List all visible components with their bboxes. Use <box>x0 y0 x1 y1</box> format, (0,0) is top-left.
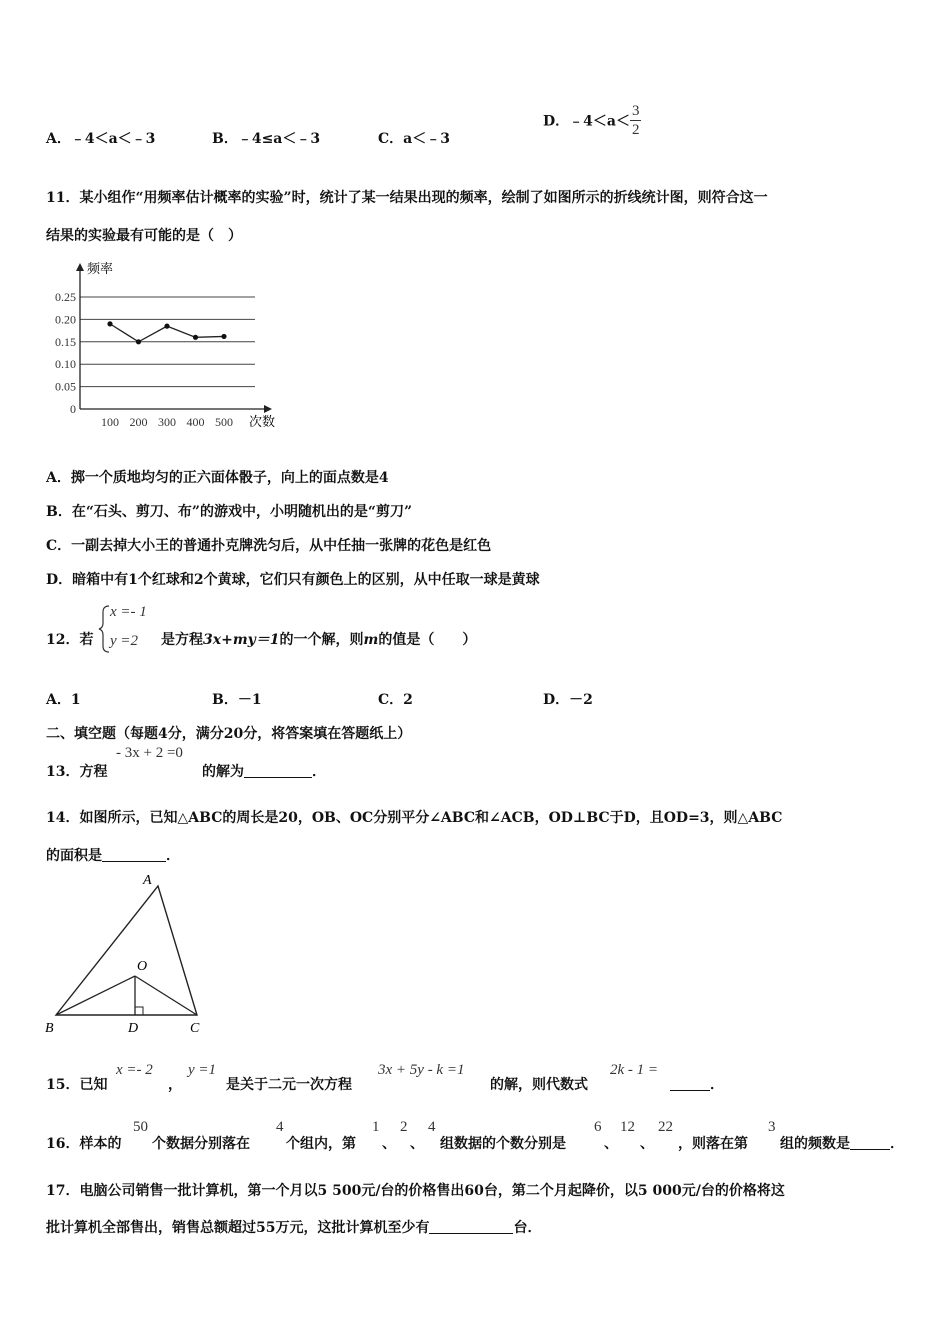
q12-option-c: C．2 <box>378 692 413 708</box>
q15-y-value: y =1 <box>188 1062 217 1078</box>
q15-x-value: x =- 2 <box>116 1062 153 1078</box>
label-d: D <box>128 1021 139 1036</box>
q16-text-4: ，则落在第 <box>678 1136 748 1152</box>
chart-series <box>107 321 226 344</box>
answer-blank[interactable] <box>850 1135 890 1150</box>
chart-axes <box>76 263 272 413</box>
q16-group-2: 2 <box>400 1119 408 1135</box>
chart-grid <box>80 297 255 387</box>
x-tick-label: 100 <box>101 415 119 429</box>
q12-option-d: D．－2 <box>543 692 593 708</box>
q16-count-2: 12 <box>620 1119 635 1135</box>
q15-comma: ， <box>168 1077 182 1093</box>
data-point <box>193 335 198 340</box>
fraction-numerator: 3 <box>631 103 640 119</box>
q10-option-d-fraction <box>630 102 642 139</box>
y-tick-label: 0.05 <box>55 379 76 394</box>
q16-sep-4: 、 <box>640 1136 654 1152</box>
label-o: O <box>137 959 148 974</box>
q16-prefix: 16．样本的 <box>46 1136 122 1152</box>
q13-prefix: 13．方程 <box>46 764 108 780</box>
q14-stem-line1: 14．如图所示，已知△ABC的周长是20，OB、OC分别平分∠ABC和∠ACB，OD⊥BC于D，且OD=3，则△ABC <box>46 810 783 826</box>
q16-sep-2: 、 <box>410 1136 424 1152</box>
data-point <box>221 334 226 339</box>
y-tick-label: 0.10 <box>55 357 76 372</box>
q13-stem-end: ． <box>312 764 326 780</box>
q17-stem-line2-pre: 批计算机全部售出，销售总额超过55万元，这批计算机至少有 <box>46 1220 430 1236</box>
fraction-denominator: 2 <box>631 122 640 138</box>
x-tick-label: 300 <box>158 415 176 429</box>
q11-option-a: A．掷一个质地均匀的正六面体骰子，向上的面点数是4 <box>46 470 389 486</box>
q11-option-b: B．在“石头、剪刀、布”的游戏中，小明随机出的是“剪刀” <box>46 504 413 520</box>
q16-text-5: 组的频数是 <box>780 1136 850 1152</box>
answer-blank[interactable] <box>429 1219 513 1234</box>
q12-number: 12．若 <box>46 632 94 648</box>
triangle-figure <box>40 868 215 1038</box>
q16-count-1: 6 <box>594 1119 602 1135</box>
q12-equation: 3x+my＝1 <box>203 632 280 648</box>
label-b: B <box>45 1021 54 1036</box>
label-a: A <box>143 873 152 888</box>
q12-system-x: x =- 1 <box>110 604 147 620</box>
y-tick-label: 0 <box>70 402 76 416</box>
q10-option-d <box>543 102 641 139</box>
y-axis-arrow-icon <box>76 263 84 271</box>
q17-stem-line2 <box>46 1217 541 1237</box>
q15-stem-after: 的解，则代数式 <box>490 1077 588 1093</box>
q12-system-y: y =2 <box>110 633 139 649</box>
q10-option-b: B．﹣4≤a＜﹣3 <box>212 131 321 147</box>
data-point <box>107 321 112 326</box>
triangle-abc <box>56 886 197 1015</box>
q15-equation: 3x + 5y - k =1 <box>378 1062 465 1078</box>
x-tick-label: 500 <box>215 415 233 429</box>
q12-stem-end: 的值是（ ） <box>378 632 477 648</box>
q13-equation: - 3x + 2 =0 <box>116 745 183 761</box>
q17-stem-line2-end: 台． <box>513 1220 542 1236</box>
q12-stem-after: 的一个解，则 <box>279 632 364 648</box>
q16-sample-size: 50 <box>133 1119 148 1135</box>
q16-group-count: 4 <box>276 1119 284 1135</box>
q16-sep-1: 、 <box>382 1136 396 1152</box>
frequency-line-chart <box>40 255 290 435</box>
right-angle-mark <box>135 1007 143 1015</box>
q15-stem-mid: 是关于二元一次方程 <box>226 1077 352 1093</box>
q12-variable: m <box>363 632 379 648</box>
q12-stem-mid: 是方程 <box>161 632 203 648</box>
q10-option-d-prefix: D．﹣4＜a＜ <box>543 113 630 130</box>
q11-stem-line1: 11．某小组作“用频率估计概率的实验”时，统计了某一结果出现的频率，绘制了如图所示的折线统计图，则符合这一 <box>46 190 768 206</box>
section-heading-fill-in: 二、填空题（每题4分，满分20分，将答案填在答题纸上） <box>46 726 412 742</box>
q14-stem-line2 <box>46 845 180 865</box>
label-c: C <box>190 1021 200 1036</box>
q13-stem-post: 的解为 <box>202 764 244 780</box>
q17-stem-line1: 17．电脑公司销售一批计算机，第一个月以5 500元/台的价格售出60台，第二个月起降价，以5 000元/台的价格将这 <box>46 1183 785 1199</box>
data-point <box>136 339 141 344</box>
q16-count-3: 22 <box>658 1119 673 1135</box>
q15-answer <box>670 1074 724 1094</box>
data-point <box>164 324 169 329</box>
x-tick-label: 400 <box>186 415 205 429</box>
q16-text-1: 个数据分别落在 <box>152 1136 250 1152</box>
q11-stem-line2: 结果的实验最有可能的是（ ） <box>46 228 242 244</box>
q16-group-3: 3 <box>768 1119 776 1135</box>
chart-xlabel: 次数 <box>249 414 276 429</box>
q15-stem-end: ． <box>710 1077 724 1093</box>
y-tick-label: 0.15 <box>55 334 76 349</box>
segment-ob <box>56 976 135 1015</box>
x-tick-label: 200 <box>129 415 148 429</box>
q16-stem-end: ． <box>890 1136 904 1152</box>
x-axis-arrow-icon <box>264 405 272 413</box>
y-tick-label: 0.20 <box>55 312 76 327</box>
q12-option-b: B．－1 <box>212 692 262 708</box>
q16-text-2: 个组内，第 <box>286 1136 356 1152</box>
q16-tail <box>780 1133 904 1153</box>
answer-blank[interactable] <box>244 763 312 778</box>
q11-option-c: C．一副去掉大小王的普通扑克牌洗匀后，从中任抽一张牌的花色是红色 <box>46 538 492 554</box>
chart-ylabel: 频率 <box>87 261 114 276</box>
q16-group-1: 1 <box>372 1119 380 1135</box>
q12-stem <box>161 629 476 649</box>
q11-option-d: D．暗箱中有1个红球和2个黄球，它们只有颜色上的区别，从中任取一球是黄球 <box>46 572 540 588</box>
answer-blank[interactable] <box>670 1076 710 1091</box>
q15-expression: 2k - 1 = <box>610 1062 659 1078</box>
q10-option-a: A．﹣4＜a＜﹣3 <box>46 131 156 147</box>
q16-sep-3: 、 <box>604 1136 618 1152</box>
q15-prefix: 15．已知 <box>46 1077 108 1093</box>
q12-option-a: A．1 <box>46 692 81 708</box>
q14-stem-line2-pre: 的面积是 <box>46 848 102 864</box>
q16-group-4: 4 <box>428 1119 436 1135</box>
q16-text-3: 组数据的个数分别是 <box>440 1136 566 1152</box>
y-tick-label: 0.25 <box>55 290 76 304</box>
q13-stem <box>202 761 326 781</box>
q14-stem-line2-end: ． <box>166 848 180 864</box>
q10-option-c: C．a＜﹣3 <box>378 131 450 147</box>
answer-blank[interactable] <box>102 847 166 862</box>
chart-ticks <box>55 290 233 429</box>
